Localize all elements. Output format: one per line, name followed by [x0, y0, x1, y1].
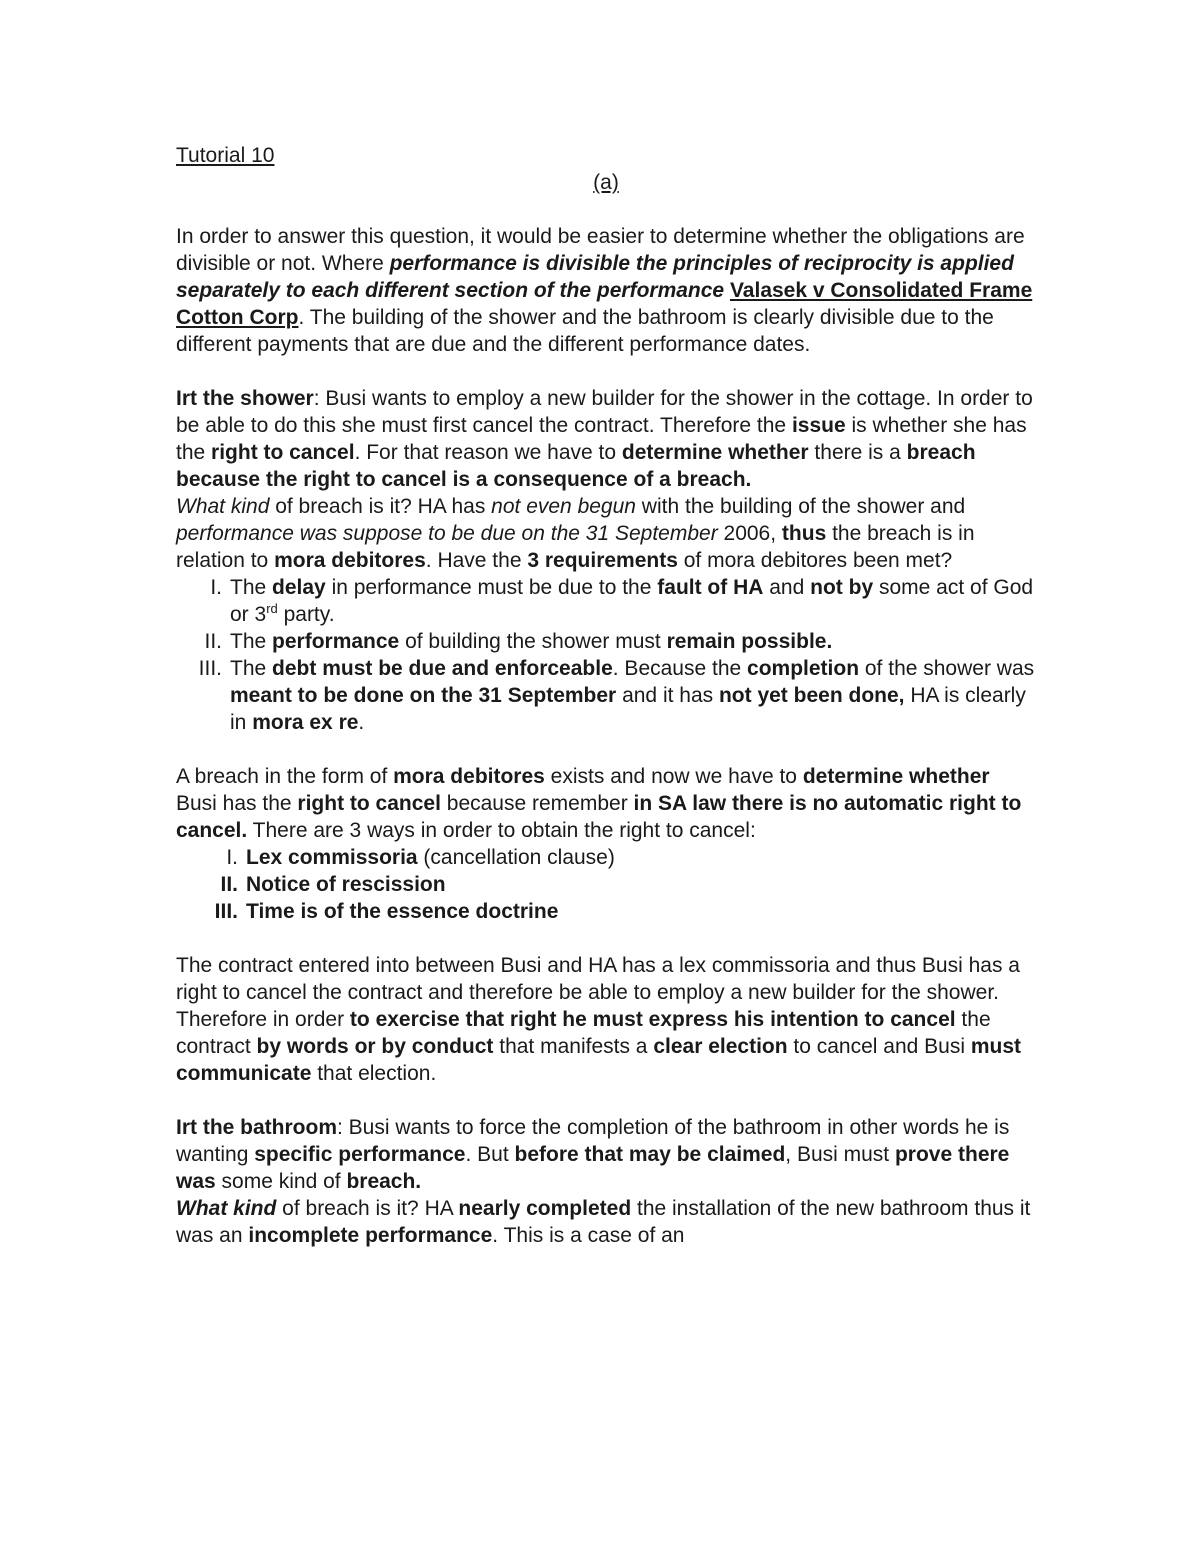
bold-run: right to cancel: [211, 441, 355, 464]
bold-run: breach.: [346, 1170, 422, 1193]
list-item: [176, 844, 1036, 871]
text-run: . For that reason we have to: [354, 441, 622, 464]
intro-paragraph: [176, 223, 1036, 358]
text-run: of mora debitores been met?: [677, 549, 953, 572]
text-run: to cancel and Busi: [787, 1035, 971, 1058]
spacer: [176, 358, 1036, 385]
text-run: exists and now we have to: [544, 765, 803, 788]
bold-run: before that may be claimed: [514, 1143, 786, 1166]
text-run: . Have the: [425, 549, 528, 572]
text-run: The contract entered into between Busi and HA has a lex commissoria and thus Busi has a right to cancel the contract and therefore be able to employ a new builder for the shower. Therefore in order: [176, 954, 1020, 1031]
text-run: 2006,: [717, 522, 782, 545]
text-run: of breach is it? HA: [276, 1197, 459, 1220]
bold-run: to exercise that right he must express his intention to cancel: [349, 1008, 956, 1031]
text-run: that election.: [311, 1062, 437, 1085]
contract-paragraph: [176, 952, 1036, 1087]
text-run: of breach is it? HA has: [269, 495, 492, 518]
spacer: [176, 736, 1036, 763]
list-number: III.: [214, 900, 238, 923]
bold-run: mora debitores: [274, 549, 426, 572]
text-run: is whether she has the: [176, 414, 1027, 464]
text-run: that manifests a: [493, 1035, 654, 1058]
emphasis-run: performance is divisible the principles of reciprocity is applied separately to each different section of the performance: [176, 252, 1014, 302]
heading-run: Irt the bathroom: [176, 1116, 337, 1139]
bold-run: meant to be done on the 31 September: [230, 684, 617, 707]
emphasis-run: What kind: [176, 1197, 277, 1220]
italic-run: What kind: [176, 495, 270, 518]
bold-run: clear election: [653, 1035, 788, 1058]
bold-run: delay: [272, 576, 326, 599]
bold-run: in SA law there is no automatic right to cancel.: [176, 792, 1022, 842]
text-run: Busi has the: [176, 792, 298, 815]
text-run: , Busi must: [785, 1143, 895, 1166]
bathroom-paragraph: [176, 1114, 1036, 1195]
text-run: . This is a case of an: [492, 1224, 685, 1247]
bold-run: mora debitores: [393, 765, 545, 788]
text-run: with the building of the shower and: [635, 495, 966, 518]
text-run: because remember: [440, 792, 634, 815]
shower-paragraph: [176, 385, 1036, 493]
bold-run: not by: [810, 576, 874, 599]
text-run: and it has: [616, 684, 719, 707]
text-run: (cancellation clause): [417, 846, 615, 869]
bold-run: performance: [272, 630, 400, 653]
breach-kind-paragraph: [176, 493, 1036, 574]
list-number: I.: [210, 576, 222, 599]
bold-run: debt must be due and enforceable: [272, 657, 613, 680]
text-run: the installation of the new bathroom thus it was an: [176, 1197, 1031, 1247]
text-run: . The building of the shower and the bathroom is clearly divisible due to the different payments that are due and the different performance dates.: [176, 306, 994, 356]
section-label: (a): [593, 171, 619, 194]
bold-run: not yet been done,: [718, 684, 905, 707]
spacer: [176, 196, 1036, 223]
list-item: [176, 574, 1036, 628]
list-number: I.: [226, 846, 238, 869]
spacer: [176, 925, 1036, 952]
bold-run: thus: [781, 522, 827, 545]
text-run: there is a: [808, 441, 907, 464]
text-run: The: [230, 576, 273, 599]
text-run: The: [230, 657, 273, 680]
bold-run: incomplete performance: [248, 1224, 493, 1247]
text-run: some kind of: [215, 1170, 347, 1193]
bold-run: right to cancel: [297, 792, 441, 815]
bold-run: must communicate: [176, 1035, 1022, 1085]
bold-run: issue: [791, 414, 846, 437]
bold-run: fault of HA: [657, 576, 764, 599]
list-number: II.: [204, 630, 222, 653]
text-run: and: [763, 576, 811, 599]
text-run: The: [230, 630, 273, 653]
text-run: the contract: [176, 1008, 991, 1058]
bold-run: Notice of rescission: [246, 873, 446, 896]
list-number: II.: [220, 873, 238, 896]
heading-run: Irt the shower: [176, 387, 314, 410]
bold-run: remain possible.: [666, 630, 833, 653]
text-run: In order to answer this question, it would be easier to determine whether the obligations are divisible or not. Where: [176, 225, 1025, 275]
text-run: : Busi wants to employ a new builder for the shower in the cottage. In order to be able to do this she must first cancel the contract. Therefore the: [176, 387, 1033, 437]
text-run: of the shower was: [859, 657, 1035, 680]
list-item: [176, 655, 1036, 736]
text-run: in performance must be due to the: [325, 576, 658, 599]
bold-run: determine whether: [802, 765, 990, 788]
superscript: rd: [266, 601, 278, 616]
bold-run: determine whether: [621, 441, 809, 464]
list-item: [176, 628, 1036, 655]
list-item: [176, 898, 1036, 925]
text-run: of building the shower must: [399, 630, 667, 653]
bold-run: specific performance: [254, 1143, 466, 1166]
text-run: the breach is in relation to: [176, 522, 975, 572]
bold-run: mora ex re: [252, 711, 359, 734]
bold-run: Lex commissoria: [246, 846, 418, 869]
italic-run: not even begun: [491, 495, 636, 518]
bold-run: Time is of the essence doctrine: [246, 900, 559, 923]
text-run: .: [358, 711, 365, 734]
document-title: Tutorial 10: [176, 144, 275, 167]
list-item: [176, 871, 1036, 898]
text-run: some act of God or 3: [230, 576, 1034, 626]
list-number: III.: [198, 657, 222, 680]
bold-run: breach because the right to cancel is a consequence of a breach.: [176, 441, 976, 491]
bold-run: nearly completed: [458, 1197, 632, 1220]
bold-run: prove there was: [176, 1143, 1010, 1193]
text-run: . But: [465, 1143, 515, 1166]
spacer: [176, 1087, 1036, 1114]
text-run: There are 3 ways in order to obtain the right to cancel:: [247, 819, 756, 842]
bold-run: by words or by conduct: [256, 1035, 494, 1058]
document-body: [176, 142, 1036, 1249]
text-run: : Busi wants to force the completion of the bathroom in other words he is wanting: [176, 1116, 1010, 1166]
text-run: A breach in the form of: [176, 765, 394, 788]
bold-run: 3 requirements: [527, 549, 678, 572]
breach-kind-paragraph-2: [176, 1195, 1036, 1249]
text-run: party.: [277, 603, 335, 626]
breach-paragraph: [176, 763, 1036, 844]
text-run: . Because the: [612, 657, 748, 680]
bold-run: completion: [747, 657, 860, 680]
italic-run: performance was suppose to be due on the 31 September: [176, 522, 718, 545]
text-run: HA is clearly in: [230, 684, 1026, 734]
case-citation: Valasek v Consolidated Frame Cotton Corp: [176, 279, 1033, 329]
